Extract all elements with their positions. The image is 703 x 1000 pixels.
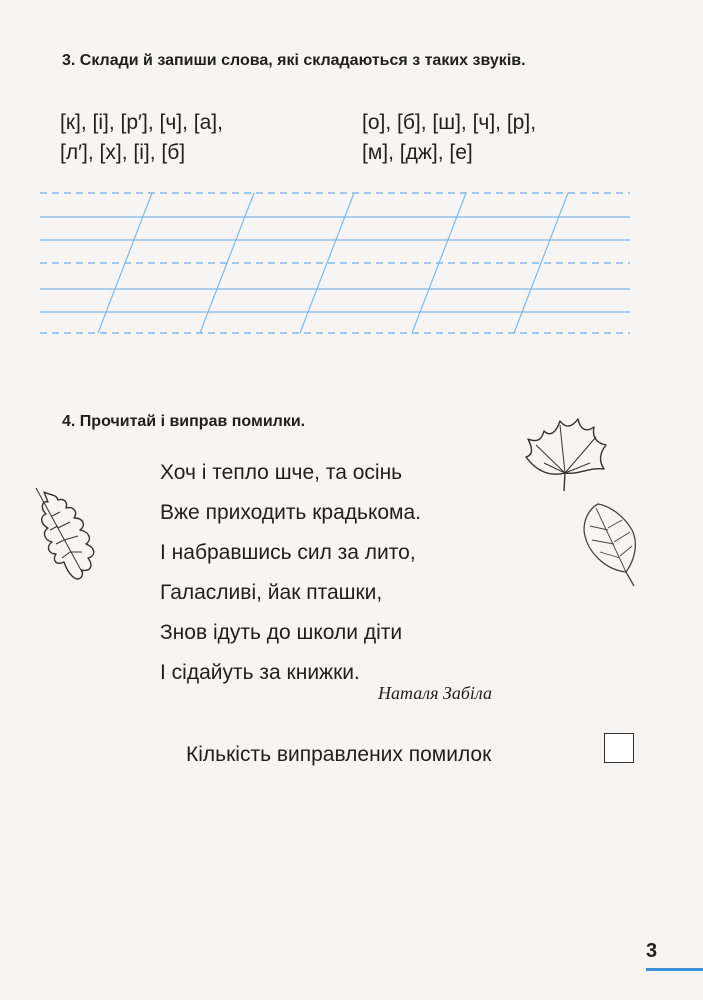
sounds-line: [л′], [х], [і], [б]: [60, 141, 186, 164]
poem-line: Вже приходить крадькома.: [160, 501, 422, 524]
poem-line: І набравшись сил за лито,: [160, 541, 416, 564]
poem-line: Хоч і тепло шче, та осінь: [160, 461, 403, 484]
exercise-3-title: 3. Склади й запиши слова, які складаються з таких звуків.: [62, 52, 526, 69]
poem-line: І сідайуть за книжки.: [160, 661, 360, 684]
birch-leaf-icon: [576, 500, 646, 590]
error-count-box[interactable]: [604, 733, 634, 763]
page-number-bar: [646, 968, 703, 971]
exercise-4-title: 4. Прочитай і виправ помилки.: [62, 413, 306, 430]
poem-line: Знов ідуть до школи діти: [160, 621, 403, 644]
sounds-line: [к], [і], [р′], [ч], [а],: [60, 111, 223, 134]
poem: [160, 453, 421, 693]
sounds-group-left: [60, 108, 223, 168]
poem-line: Галасливі, йак пташки,: [160, 581, 383, 604]
sounds-group-right: [362, 108, 536, 168]
sounds-line: [м], [дж], [е]: [362, 141, 473, 164]
writing-lines-area[interactable]: [40, 183, 640, 335]
sounds-line: [о], [б], [ш], [ч], [р],: [362, 111, 537, 134]
error-count-label: Кількість виправлених помилок: [186, 743, 492, 766]
page-number: 3: [646, 940, 658, 962]
poem-author: Наталя Забіла: [378, 683, 492, 703]
maple-leaf-icon: [520, 415, 610, 495]
oak-leaf-icon: [30, 486, 110, 586]
